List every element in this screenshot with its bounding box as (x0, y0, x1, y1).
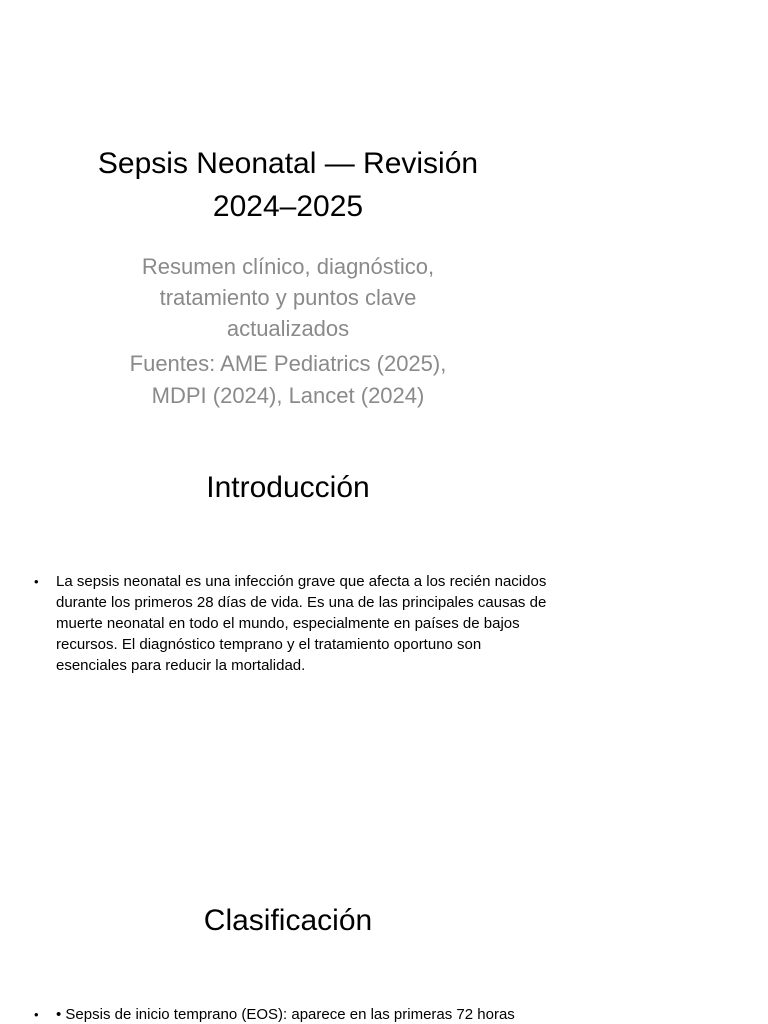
bullet-icon: • (34, 1007, 39, 1022)
intro-bullet-text: La sepsis neonatal es una infección grave que afecta a los recién nacidos durante los primeros 28 días de vida. Es una de las principales causas de muerte neonatal en todo el mundo, especialmente en países de bajos recursos. El diagnóstico temprano y el tratamiento oportuno son esenciales para reducir la mortalidad. (56, 573, 547, 674)
classification-bullet-list (34, 1004, 554, 1024)
section-heading-introduccion: Introducción (206, 471, 370, 504)
section-heading-clasificacion: Clasificación (203, 904, 373, 937)
list-item (34, 1004, 554, 1024)
classification-bullet-text: • Sepsis de inicio temprano (EOS): aparece en las primeras 72 horas (56, 1006, 515, 1023)
slide-title-line2: 2024–2025 (212, 190, 364, 223)
bullet-icon: • (34, 574, 39, 589)
intro-bullet-list (34, 571, 554, 676)
list-item (34, 571, 554, 676)
slide-title-line1: Sepsis Neonatal — Revisión (97, 147, 479, 180)
slide-title (60, 142, 516, 228)
subtitle-block (100, 251, 476, 412)
subtitle-sources: Fuentes: AME Pediatrics (2025), MDPI (2024), Lancet (2024) (129, 351, 447, 408)
subtitle-summary: Resumen clínico, diagnóstico, tratamiento y puntos clave actualizados (141, 254, 435, 341)
